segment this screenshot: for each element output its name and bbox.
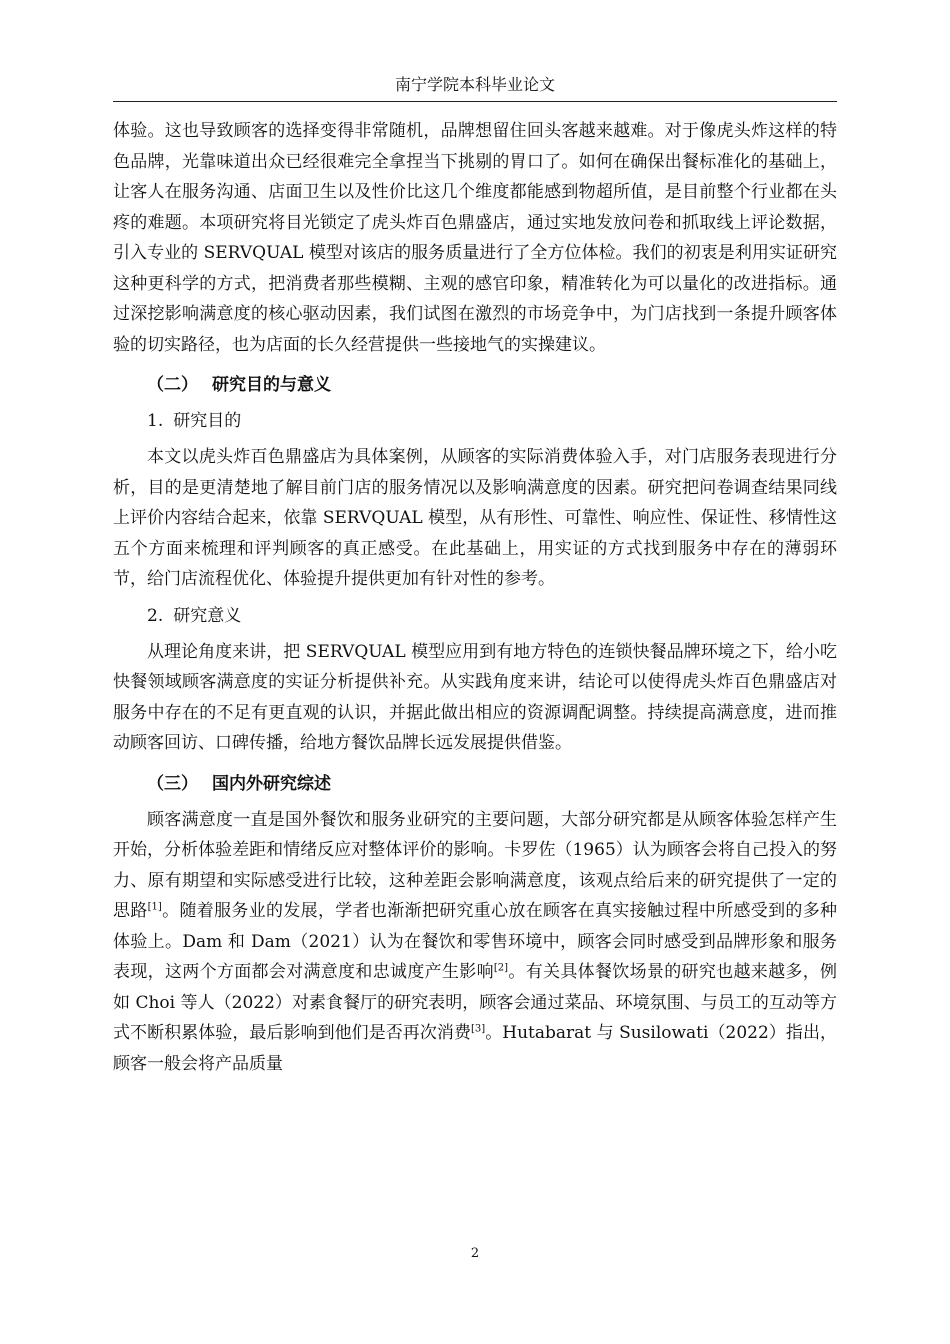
citation-ref: [2] <box>493 962 509 974</box>
paragraph-research-significance: 从理论角度来讲，把 SERVQUAL 模型应用到有地方特色的连锁快餐品牌环境之下，给小吃快餐领域顾客满意度的实证分析提供补充。从实践角度来讲，结论可以使得虎头炸百色鼎盛店对服务中存在的不足有更直观的认识，并据此做出相应的资源调配调整。持续提高满意度，进而推动顾客回访、口碑传播，给地方餐饮品牌长远发展提供借鉴。 <box>113 641 837 753</box>
subheading-text: 研究意义 <box>173 605 242 626</box>
citation-ref: [3] <box>471 1023 486 1035</box>
subheading-research-significance <box>113 601 837 631</box>
paragraph-text: 。有关具体餐饮场景的研究也越来越多，例如 Choi 等人（2022）对素食餐厅的研究表明，顾客会通过菜品、环境氛围、与员工的互动等方式不断积累体验，最后影响到他们是否再次消费 <box>113 962 838 1043</box>
subheading-text: 研究目的 <box>173 411 242 431</box>
page-number: 2 <box>470 1246 480 1261</box>
subheading-number: 2. <box>147 605 164 626</box>
paragraph-continued: 体验。这也导致顾客的选择变得非常随机，品牌想留住回头客越来越难。对于像虎头炸这样的特色品牌，光靠味道出众已经很难完全拿捏当下挑剔的胃口了。如何在确保出餐标准化的基础上，让客人在服务沟通、店面卫生以及性价比这几个维度都能感到物超所值，是目前整个行业都在头疼的难题。本项研究将目光锁定了虎头炸百色鼎盛店，通过实地发放问卷和抓取线上评论数据，引入专业的 SERVQUAL 模型对该店的服务质量进行了全方位体检。我们的初衷是利用实证研究这种更科学的方式，把消费者那些模糊、主观的感官印象，精准转化为可以量化的改进指标。通过深挖影响满意度的核心驱动因素，我们试图在激烈的市场竞争中，为门店找到一条提升顾客体验的切实路径，也为店面的长久经营提供一些接地气的实操建议。 <box>113 121 837 355</box>
section-heading-purpose-significance <box>113 370 837 400</box>
body-content <box>113 116 837 1079</box>
paragraph-text: 顾客满意度一直是国外餐饮和服务业研究的主要问题，大部分研究都是从顾客体验怎样产生开始，分析体验差距和情绪反应对整体评价的影响。卡罗佐（1965）认为顾客会将自己投入的努力、原有期望和实际感受进行比较，这种差距会影响满意度，该观点给后来的研究提供了一定的思路 <box>113 809 837 921</box>
running-header: 南宁学院本科毕业论文 <box>394 75 555 94</box>
section-heading-text: 国内外研究综述 <box>212 773 331 794</box>
paragraph-text: 。Hutabarat 与 Susilowati（2022）指出，顾客一般会将产品质量 <box>113 1023 837 1074</box>
subheading-number: 1. <box>147 411 164 431</box>
section-heading-label: （二） <box>147 375 198 395</box>
paragraph-literature-review <box>113 805 837 1080</box>
paragraph-text: 。随着服务业的发展，学者也渐渐把研究重心放在顾客在真实接触过程中所感受到的多种体验上。Dam 和 Dam（2021）认为在餐饮和零售环境中，顾客会同时感受到品牌形象和服务表现，这两个方面都会对满意度和忠诚度产生影响 <box>113 901 838 982</box>
header-rule <box>113 101 837 102</box>
subheading-research-purpose <box>113 406 837 436</box>
section-heading-label: （三） <box>147 773 198 794</box>
citation-ref: [1] <box>147 901 162 913</box>
paragraph-research-purpose: 本文以虎头炸百色鼎盛店为具体案例，从顾客的实际消费体验入手，对门店服务表现进行分析，目的是更清楚地了解目前门店的服务情况以及影响满意度的因素。研究把问卷调查结果同线上评价内容结合起来，依靠 SERVQUAL 模型，从有形性、可靠性、响应性、保证性、移情性这五个方面来梳理和评判顾客的真正感受。在此基础上，用实证的方式找到服务中存在的薄弱环节，给门店流程优化、体验提升提供更加有针对性的参考。 <box>113 447 837 589</box>
section-heading-text: 研究目的与意义 <box>212 375 331 395</box>
section-heading-literature-review <box>113 769 837 799</box>
